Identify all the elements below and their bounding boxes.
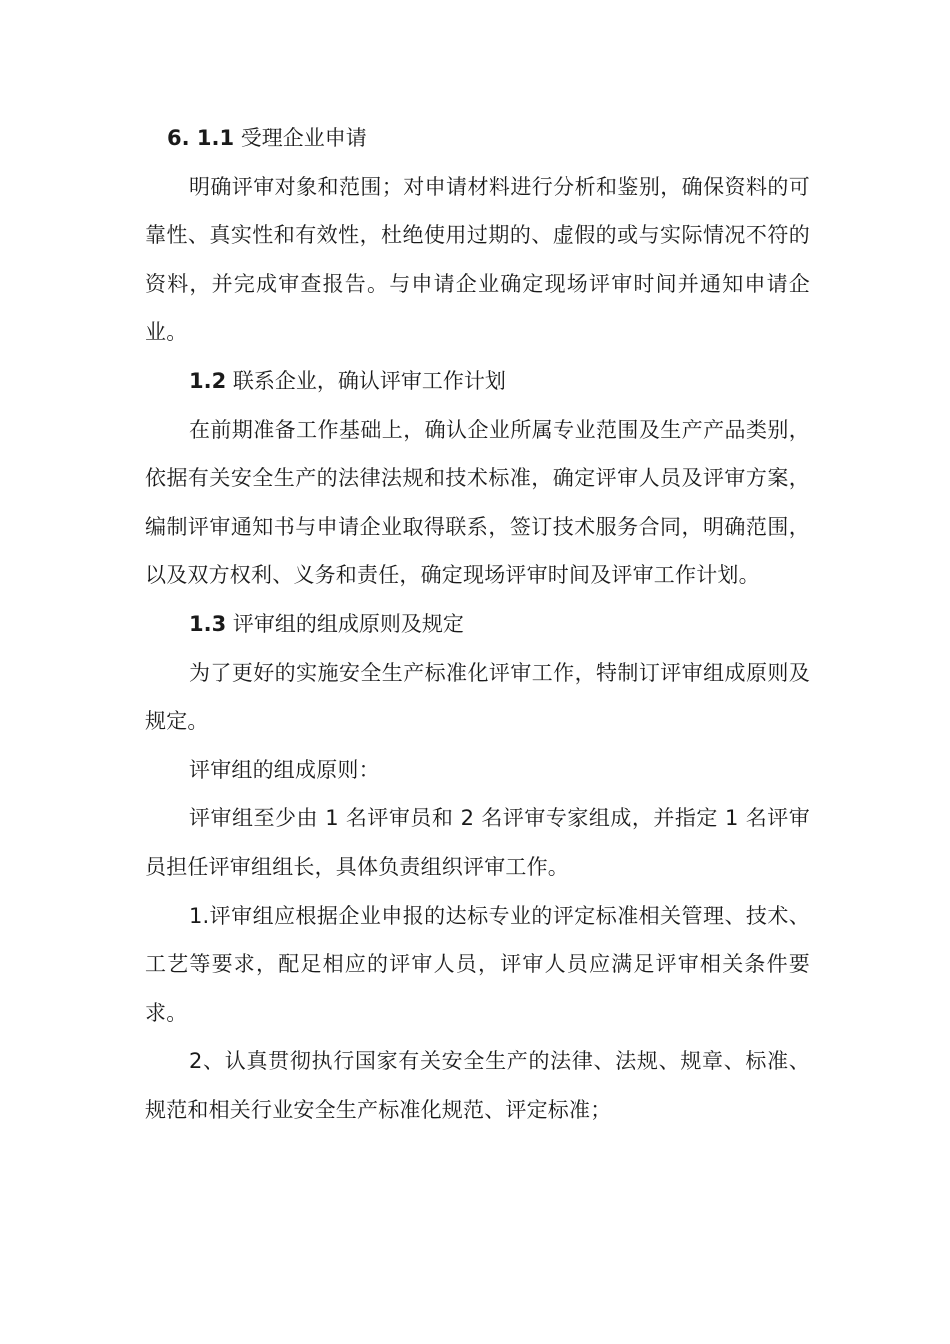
section-number: 1.3	[189, 611, 227, 636]
section-heading-1-2	[145, 357, 810, 406]
paragraph: 1.评审组应根据企业申报的达标专业的评定标准相关管理、技术、工艺等要求，配足相应的评审人员，评审人员应满足评审相关条件要求。	[145, 903, 810, 1025]
section-number: 1.2	[189, 368, 227, 393]
section-title: 评审组的组成原则及规定	[232, 611, 464, 636]
document-body	[145, 114, 810, 1134]
paragraph: 明确评审对象和范围；对申请材料进行分析和鉴别，确保资料的可靠性、真实性和有效性，杜绝使用过期的、虚假的或与实际情况不符的资料，并完成审查报告。与申请企业确定现场评审时间并通知申请企业。	[145, 174, 810, 345]
section-title: 联系企业，确认评审工作计划	[232, 368, 506, 393]
paragraph: 在前期准备工作基础上，确认企业所属专业范围及生产产品类别，依据有关安全生产的法律法规和技术标准，确定评审人员及评审方案，编制评审通知书与申请企业取得联系，签订技术服务合同，明确范围，以及双方权利、义务和责任，确定现场评审时间及评审工作计划。	[145, 417, 810, 588]
paragraph: 评审组的组成原则：	[189, 757, 380, 782]
paragraph: 为了更好的实施安全生产标准化评审工作，特制订评审组成原则及规定。	[145, 660, 810, 734]
paragraph: 评审组至少由 1 名评审员和 2 名评审专家组成，并指定 1 名评审员担任评审组组长，具体负责组织评审工作。	[145, 806, 810, 879]
paragraph: 2、认真贯彻执行国家有关安全生产的法律、法规、规章、标准、规范和相关行业安全生产标准化规范、评定标准；	[145, 1049, 810, 1122]
section-number: 6. 1.1	[167, 126, 235, 150]
section-heading-6-1-1	[145, 114, 810, 163]
section-heading-1-3	[145, 600, 810, 649]
section-title: 受理企业申请	[240, 126, 367, 150]
